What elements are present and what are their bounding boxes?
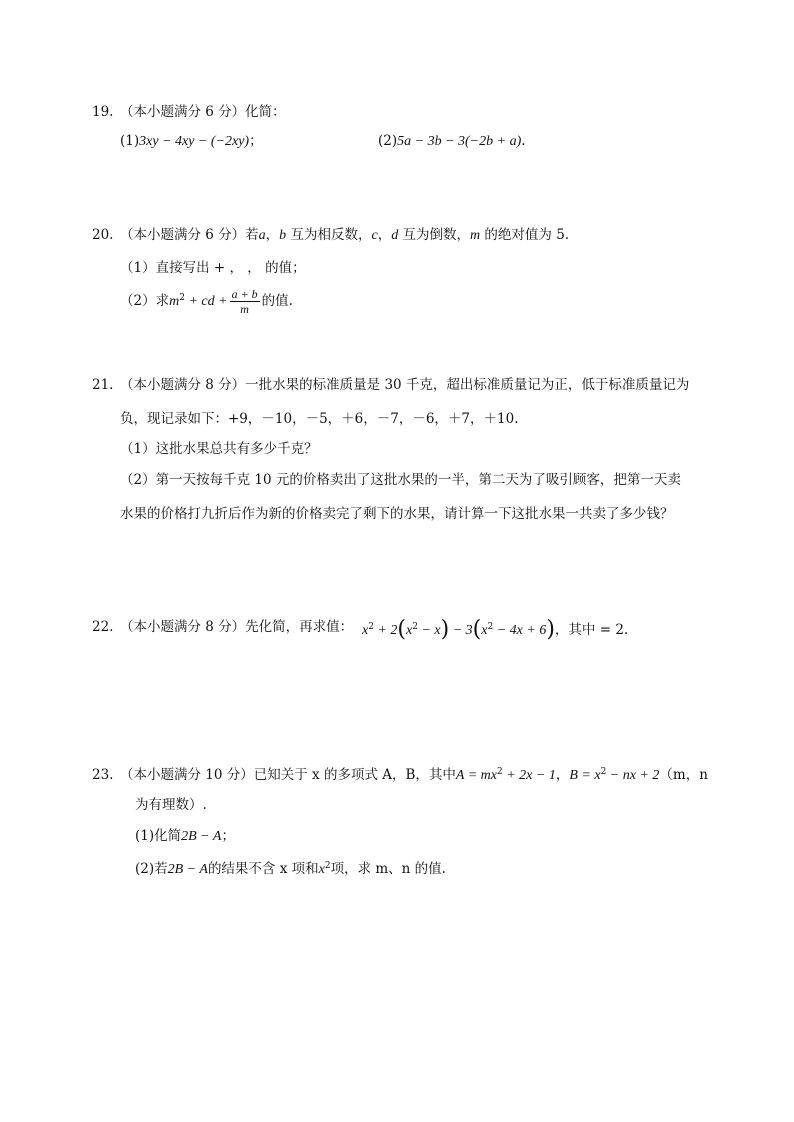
q23-number: 23.: [92, 767, 114, 783]
q20-fraction-numerator: a + b: [231, 287, 258, 301]
q22-number: 22.: [92, 619, 114, 635]
q22-term-4: − x: [417, 623, 441, 638]
q22-term-7: − 4x + 6: [493, 623, 547, 638]
q20-part2-m: m: [169, 294, 180, 309]
q23-part2-mid: 的结果不含 x 项和: [207, 861, 319, 877]
q20-mid-1: 互为相反数，: [286, 227, 372, 243]
q22-exponent-3: 2: [487, 622, 494, 632]
q20-fraction: [230, 287, 260, 316]
q19-part1: [120, 135, 263, 149]
q20-var-m: m: [469, 228, 481, 243]
q20-header-prefix: （本小题满分 6 分）若: [120, 227, 259, 243]
q20-comma-2: ，: [377, 227, 392, 243]
q20-var-c: c: [371, 228, 378, 243]
q23-B-expression-rest: − nx + 2: [606, 768, 660, 783]
q22-paren-close-2: ): [546, 617, 555, 642]
q19-part1-label: (1): [120, 133, 140, 149]
q19-part2-expression: 5a − 3b − 3(−2b + a): [397, 134, 522, 149]
q23-part2-expression: 2B − A: [167, 862, 208, 877]
q23-part1-expression: 2B − A: [181, 829, 222, 844]
q20-mid-2: 互为倒数，: [398, 227, 470, 243]
q22-expression: [362, 617, 629, 642]
q23-part2-exponent: 2: [324, 861, 331, 871]
q21-line2: 负，现记录如下：+9，－10，－5，＋6，－7，－6，＋7，＋10.: [120, 411, 519, 427]
q22-paren-close-1: ): [440, 617, 450, 642]
q19-number: 19.: [92, 104, 114, 120]
q23-part2-tail: 项，求 m、n 的值.: [330, 861, 446, 877]
q20-number: 20.: [92, 227, 114, 243]
q22-term-5: − 3: [449, 623, 473, 638]
q23-part2-prefix: (2)若: [135, 861, 168, 877]
q20-part2-mid: + cd +: [184, 294, 228, 309]
q22-term-1: x: [362, 623, 369, 638]
q20-header: [120, 229, 569, 243]
q20-var-b: b: [279, 228, 287, 243]
q22-term-3: x: [406, 623, 413, 638]
q23-B-expression: B = x: [569, 768, 601, 783]
q19-part1-end: ；: [249, 133, 263, 149]
q23-A-exponent: 2: [497, 767, 503, 777]
q23-tail: （m，n: [659, 767, 708, 783]
q20-part2-prefix: （2）求: [120, 293, 170, 309]
q20-var-d: d: [391, 228, 399, 243]
q21-part1: （1）这批水果总共有多少千克？: [120, 441, 318, 457]
q23-part1-label: (1)化简: [135, 828, 182, 844]
q19-header: （本小题满分 6 分）化简：: [120, 104, 286, 120]
q20-part2-suffix: 的值.: [261, 293, 293, 309]
q21-line1: （本小题满分 8 分）一批水果的标准质量是 30 千克，超出标准质量记为正，低于标准质量记为: [120, 377, 690, 393]
q23-part2-x: x: [318, 862, 325, 877]
q22-term-6: x: [481, 623, 488, 638]
q20-tail: 的绝对值为 5.: [480, 227, 570, 243]
q23-header: （本小题满分 10 分）已知关于 x 的多项式 A，B，其中: [120, 767, 456, 783]
q21-part2-line1: （2）第一天按每千克 10 元的价格卖出了这批水果的一半，第二天为了吸引顾客，把第一天卖: [120, 472, 681, 488]
q20-part2-exponent: 2: [179, 293, 185, 303]
q22-exponent-1: 2: [368, 622, 374, 632]
q19-part1-expression: 3xy − 4xy − (−2xy): [139, 134, 250, 149]
q23-part1: [135, 830, 235, 844]
q22-paren-open-1: (: [397, 617, 406, 642]
q20-var-a: a: [258, 228, 266, 243]
q23-A-expression: A = mx: [455, 768, 497, 783]
q20-part1: （1）直接写出 + ， ， 的值；: [120, 260, 306, 276]
q21-part2-line2: 水果的价格打九折后作为新的价格卖完了剩下的水果，请计算一下这批水果一共卖了多少钱？: [120, 506, 674, 522]
q23-part2: [135, 862, 446, 877]
q19-part2: [378, 135, 526, 149]
q22-header: （本小题满分 8 分）先化简，再求值：: [120, 619, 354, 635]
q19-part2-end: .: [521, 133, 526, 149]
q23-A-expression-rest: + 2x − 1: [502, 768, 556, 783]
q23-B-exponent: 2: [600, 767, 607, 777]
q22-term-2: + 2: [373, 623, 398, 638]
q20-fraction-denominator: m: [240, 302, 249, 316]
q22-tail: ，其中 = 2.: [554, 622, 629, 638]
q22-exponent-2: 2: [412, 622, 418, 632]
q19-part2-label: (2): [378, 133, 398, 149]
q21-number: 21.: [92, 377, 114, 393]
q23-line2: 为有理数）.: [135, 797, 207, 813]
q20-comma-1: ，: [265, 227, 280, 243]
q23-part1-end: ；: [221, 828, 235, 844]
q23-separator: ，: [555, 767, 570, 783]
q20-part2: [120, 287, 293, 316]
q22-paren-open-2: (: [472, 617, 482, 642]
q23-line1: [120, 768, 708, 783]
